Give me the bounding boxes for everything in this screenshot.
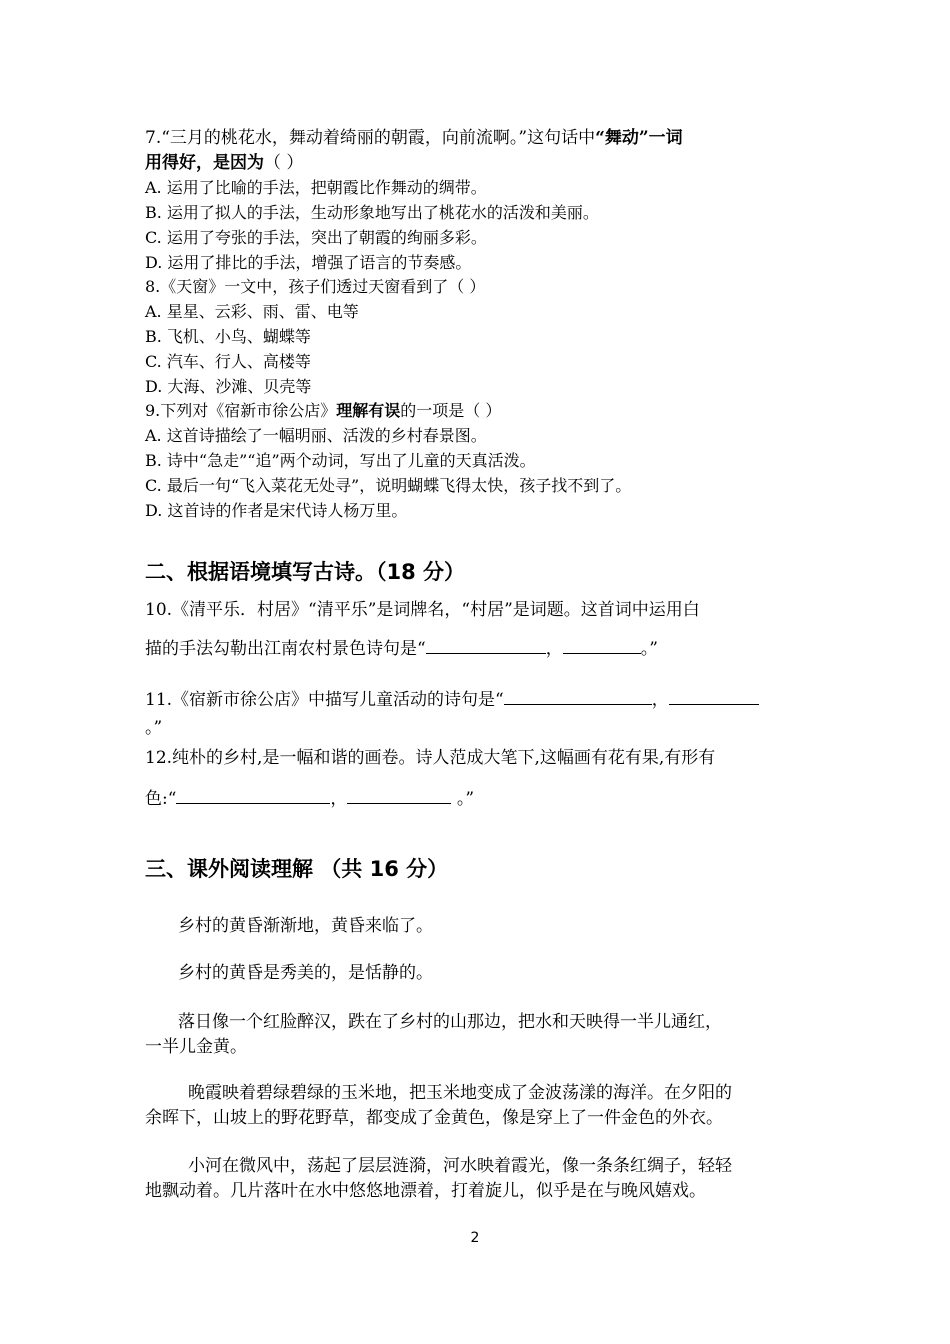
q9-option-d: D. 这首诗的作者是宋代诗人杨万里。: [145, 501, 408, 520]
q11-blank-2[interactable]: [669, 688, 759, 705]
q9-option-c: C. 最后一句“飞入菜花无处寻”，说明蝴蝶飞得太快，孩子找不到了。: [145, 476, 632, 495]
q9-option-b: B. 诗中“急走”“追”两个动词，写出了儿童的天真活泼。: [145, 451, 536, 470]
q7-option-d: D. 运用了排比的手法，增强了语言的节奏感。: [145, 253, 472, 272]
q7-stem-bold-2: 用得好，是因为: [145, 153, 264, 173]
reading-paragraph-4-line2: 余晖下，山坡上的野花野草，都变成了金黄色，像是穿上了一件金色的外衣。: [145, 1108, 723, 1128]
q7-stem-text: 7.“三月的桃花水，舞动着绮丽的朝霞，向前流啊。”这句话中: [145, 128, 596, 148]
q11-line2: 。”: [145, 718, 163, 738]
q8-option-d: D. 大海、沙滩、贝壳等: [145, 377, 312, 396]
q7-stem-line1: [145, 128, 683, 148]
reading-paragraph-3-line2: 一半儿金黄。: [145, 1037, 247, 1057]
q7-option-b: B. 运用了拟人的手法，生动形象地写出了桃花水的活泼和美丽。: [145, 203, 599, 222]
q10-blank-1[interactable]: [426, 637, 546, 654]
q11-blank-1[interactable]: [504, 688, 652, 705]
q10-stem: 描的手法勾勒出江南农村景色诗句是“: [145, 639, 426, 659]
q10-line1: 10.《清平乐．村居》“清平乐”是词牌名，“村居”是词题。这首词中运用白: [145, 600, 700, 620]
reading-paragraph-4-line1: 晚霞映着碧绿碧绿的玉米地，把玉米地变成了金波荡漾的海洋。在夕阳的: [188, 1083, 732, 1103]
reading-paragraph-3-line1: 落日像一个红脸醉汉，跌在了乡村的山那边，把水和天映得一半儿通红，: [178, 1012, 722, 1032]
q8-stem: 8.《天窗》一文中，孩子们透过天窗看到了（ ）: [145, 277, 486, 296]
q8-option-a: A. 星星、云彩、雨、雷、电等: [145, 302, 359, 321]
q12-line2: [145, 787, 474, 809]
q8-option-c: C. 汽车、行人、高楼等: [145, 352, 311, 371]
q12-blank-2[interactable]: [347, 787, 451, 804]
q11-comma: ，: [651, 690, 669, 710]
q7-answer-paren: （ ）: [264, 153, 304, 173]
reading-paragraph-5-line2: 地飘动着。几片落叶在水中悠悠地漂着，打着旋儿，似乎是在与晚风嬉戏。: [145, 1181, 706, 1201]
q11-stem: 11.《宿新市徐公店》中描写儿童活动的诗句是“: [145, 690, 504, 710]
q11-line1: [145, 688, 759, 710]
q7-stem-line2: [145, 153, 303, 173]
section2-title: 二、根据语境填写古诗。（18 分）: [145, 560, 466, 584]
q7-option-a: A. 运用了比喻的手法，把朝霞比作舞动的绸带。: [145, 178, 487, 197]
q9-option-a: A. 这首诗描绘了一幅明丽、活泼的乡村春景图。: [145, 426, 487, 445]
q10-comma: ，: [545, 639, 563, 659]
q9-stem-bold: 理解有误: [336, 401, 401, 420]
reading-paragraph-5-line1: 小河在微风中，荡起了层层涟漪，河水映着霞光，像一条条红绸子，轻轻: [188, 1156, 732, 1176]
page-number: 2: [470, 1230, 480, 1246]
q8-option-b: B. 飞机、小鸟、蝴蝶等: [145, 327, 311, 346]
q12-comma: ，: [330, 789, 348, 809]
q12-line1: 12.纯朴的乡村,是一幅和谐的画卷。诗人范成大笔下,这幅画有花有果,有形有: [145, 748, 716, 768]
q12-stem: 色:“: [145, 789, 177, 809]
section3-title: 三、课外阅读理解 （共 16 分）: [145, 857, 449, 881]
reading-paragraph-1: 乡村的黄昏渐渐地，黄昏来临了。: [178, 916, 433, 936]
q10-blank-2[interactable]: [563, 637, 641, 654]
reading-paragraph-2: 乡村的黄昏是秀美的，是恬静的。: [178, 963, 433, 983]
q10-line2: [145, 637, 658, 659]
q7-stem-bold: “舞动”一词: [595, 128, 683, 148]
q7-option-c: C. 运用了夸张的手法，突出了朝霞的绚丽多彩。: [145, 228, 487, 247]
q12-end: 。”: [451, 789, 475, 809]
q9-stem-tail: 的一项是（ ）: [400, 401, 502, 420]
q10-end: 。”: [640, 639, 658, 659]
q9-stem-text: 9.下列对《宿新市徐公店》: [145, 401, 337, 420]
q9-stem: [145, 401, 501, 421]
q12-blank-1[interactable]: [176, 787, 330, 804]
